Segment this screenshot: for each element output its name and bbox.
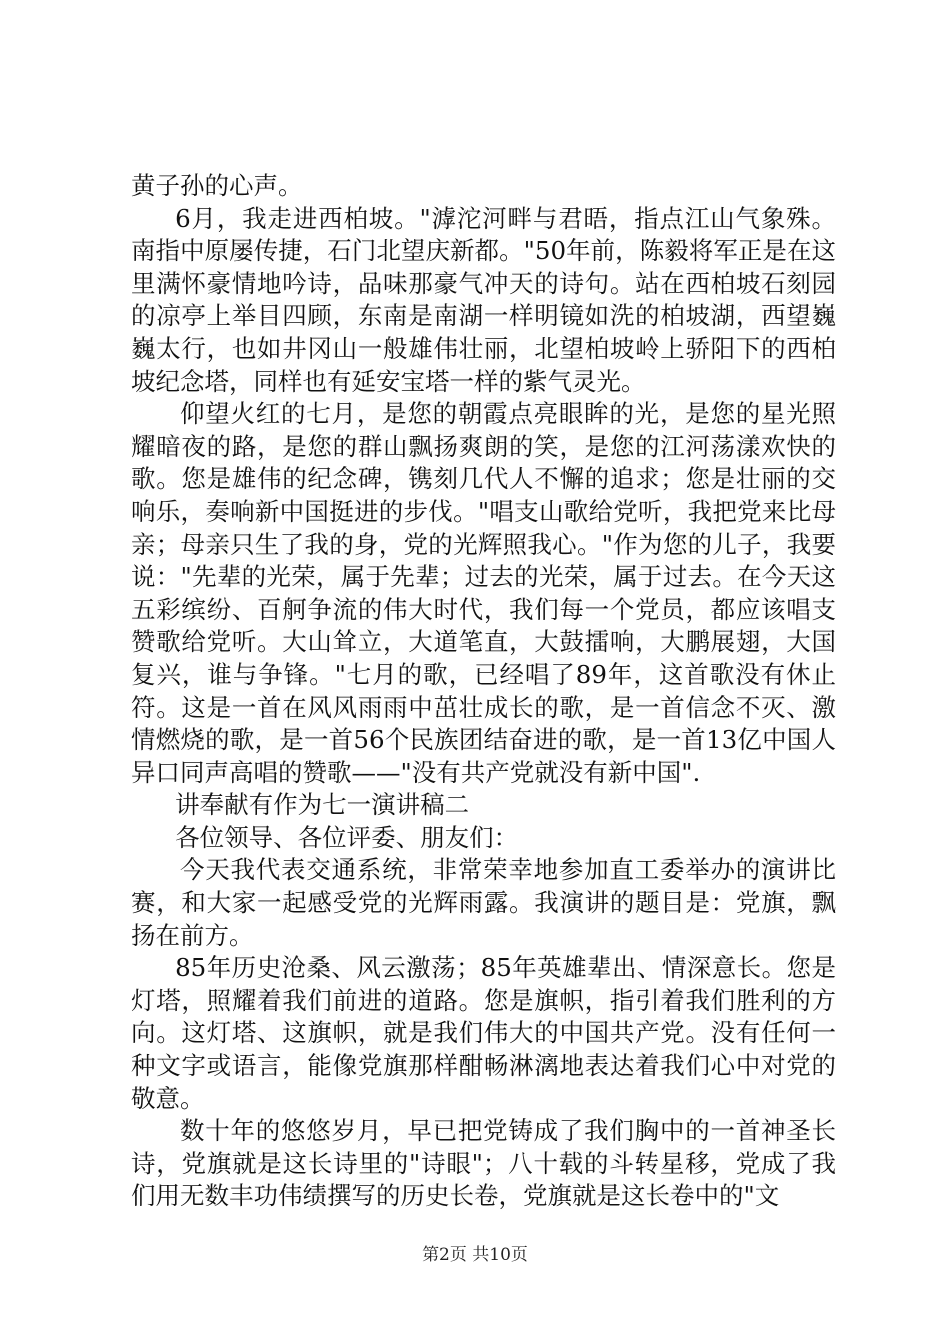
paragraph-continuation: 黄子孙的心声。	[131, 171, 303, 200]
document-body	[131, 170, 836, 1213]
paragraph-85-years: 85年历史沧桑、风云激荡；85年英雄辈出、情深意长。您是灯塔，照耀着我们前进的道路。您是旗帜，指引着我们胜利的方向。这灯塔、这旗帜，就是我们伟大的中国共产党。没有任何一种文字或语言，能像党旗那样酣畅淋漓地表达着我们心中对党的敬意。	[131, 953, 836, 1113]
speech-salutation: 各位领导、各位评委、朋友们：	[175, 822, 519, 852]
speech-title: 讲奉献有作为七一演讲稿二	[175, 790, 470, 820]
paragraph-decades: 数十年的悠悠岁月，早已把党铸成了我们胸中的一首神圣长诗，党旗就是这长诗里的"诗眼"；八十载的斗转星移，党成了我们用无数丰功伟绩撰写的历史长卷，党旗就是这长卷中的"文	[131, 1116, 836, 1211]
paragraph-july: 仰望火红的七月，是您的朝霞点亮眼眸的光，是您的星光照耀暗夜的路，是您的群山飘扬爽朗的笑，是您的江河荡漾欢快的歌。您是雄伟的纪念碑，镌刻几代人不懈的追求；您是壮丽的交响乐，奏响新中国挺进的步伐。"唱支山歌给党听，我把党来比母亲；母亲只生了我的身，党的光辉照我心。"作为您的儿子，我要说："先辈的光荣，属于先辈；过去的光荣，属于过去。在今天这五彩缤纷、百舸争流的伟大时代，我们每一个党员，都应该唱支赞歌给党听。大山耸立，大道笔直，大鼓擂响，大鹏展翅，大国复兴，谁与争锋。"七月的歌，已经唱了89年，这首歌没有休止符。这是一首在风风雨雨中茁壮成长的歌，是一首信念不灭、激情燃烧的歌，是一首56个民族团结奋进的歌，是一首13亿中国人异口同声高唱的赞歌——"没有共产党就没有新中国".	[131, 399, 836, 787]
page-footer: 第2页 共10页	[422, 1245, 528, 1265]
paragraph-intro: 今天我代表交通系统，非常荣幸地参加直工委举办的演讲比赛，和大家一起感受党的光辉雨露。我演讲的题目是：党旗，飘扬在前方。	[131, 855, 836, 950]
paragraph-xibaipo: 6月，我走进西柏坡。"滹沱河畔与君晤，指点江山气象殊。南指中原屡传捷，石门北望庆新都。"50年前，陈毅将军正是在这里满怀豪情地吟诗，品味那豪气冲天的诗句。站在西柏坡石刻园的凉亭上举目四顾，东南是南湖一样明镜如洗的柏坡湖，西望巍巍太行，也如井冈山一般雄伟壮丽，北望柏坡岭上骄阳下的西柏坡纪念塔，同样也有延安宝塔一样的紫气灵光。	[131, 203, 836, 396]
